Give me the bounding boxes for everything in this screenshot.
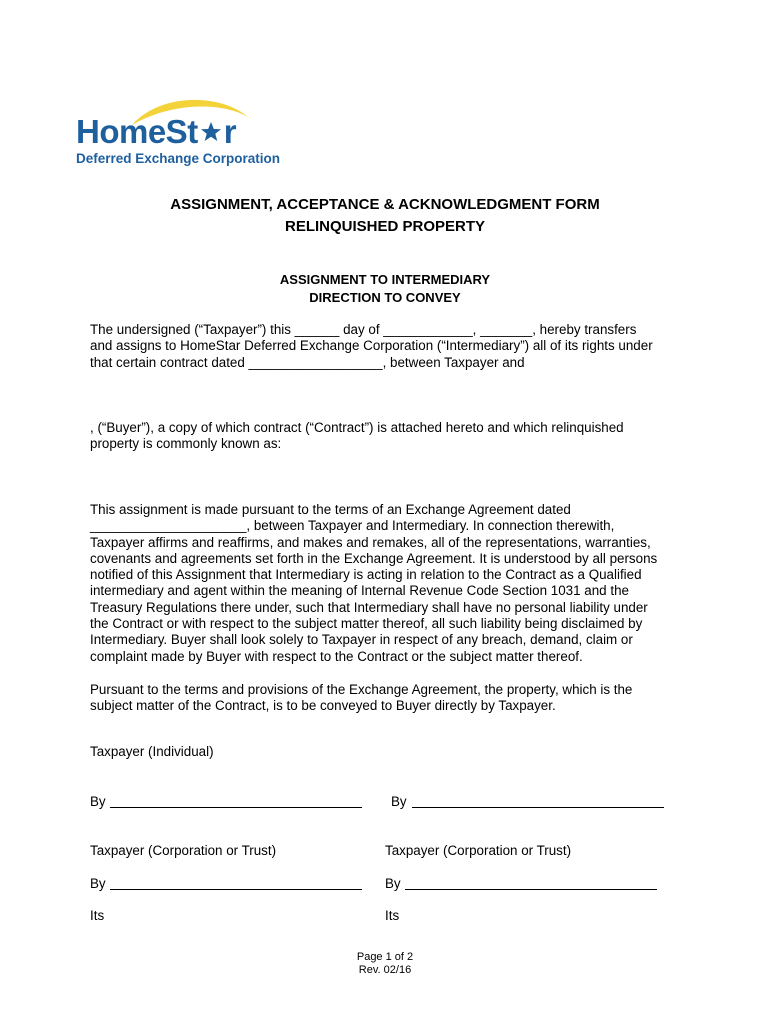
paragraph-line: that certain contract dated __________________, between Taxpayer and xyxy=(90,354,525,370)
paragraph-line: Treasury Regulations there under, such that Intermediary shall have no personal liability under xyxy=(90,599,648,615)
paragraph-line: Intermediary. Buyer shall look solely to Taxpayer in respect of any breach, demand, claim or xyxy=(90,632,633,648)
paragraph-line: notified of this Assignment that Intermediary is acting in relation to the Contract as a Qualified xyxy=(90,567,642,583)
section-title-line2: DIRECTION TO CONVEY xyxy=(309,290,461,305)
paragraph-line: property is commonly known as: xyxy=(90,436,282,452)
paragraph-line: covenants and agreements set forth in the Exchange Agreement. It is understood by all persons xyxy=(90,550,658,566)
paragraph-assignment xyxy=(90,322,690,371)
revision-date: Rev. 02/16 xyxy=(358,964,412,976)
signature-line-corp-left[interactable] xyxy=(110,889,362,890)
paragraph-line: and assigns to HomeStar Deferred Exchange Corporation (“Intermediary”) all of its rights under xyxy=(90,338,653,354)
page-number: Page 1 of 2 xyxy=(356,951,414,963)
its-label-right: Its xyxy=(385,908,400,923)
paragraph-exchange-agreement xyxy=(90,502,690,665)
logo-wordmark: HomeSt r xyxy=(76,113,237,150)
paragraph-line: complaint made by Buyer with respect to the Contract or the subject matter thereof. xyxy=(90,648,583,664)
taxpayer-individual-heading: Taxpayer (Individual) xyxy=(90,744,214,759)
by-label-left: By xyxy=(90,794,106,809)
paragraph-line: The undersigned (“Taxpayer”) this ______ day of ____________, _______, hereby transfers xyxy=(90,322,637,337)
star-icon xyxy=(199,120,223,144)
paragraph-buyer xyxy=(90,420,690,453)
signature-line-corp-right[interactable] xyxy=(405,889,657,890)
logo-subtitle: Deferred Exchange Corporation xyxy=(76,151,281,166)
paragraph-line: Taxpayer affirms and reaffirms, and makes and remakes, all of the representations, warranties, xyxy=(90,534,651,550)
its-label-left: Its xyxy=(90,908,105,923)
paragraph-line: intermediary and agent within the meaning of Internal Revenue Code Section 1031 and the xyxy=(90,583,629,599)
paragraph-line: , (“Buyer”), a copy of which contract (“Contract”) is attached hereto and which relinquished xyxy=(90,420,624,435)
paragraph-line: _____________________, between Taxpayer and Intermediary. In connection therewith, xyxy=(90,518,615,534)
by-label-corp-right: By xyxy=(385,876,401,891)
signature-line-individual-right[interactable] xyxy=(412,807,664,808)
by-label-corp-left: By xyxy=(90,876,106,891)
form-title-line1: ASSIGNMENT, ACCEPTANCE & ACKNOWLEDGMENT FORM xyxy=(170,196,600,213)
paragraph-line: Pursuant to the terms and provisions of the Exchange Agreement, the property, which is the xyxy=(90,682,633,697)
homestar-logo xyxy=(70,95,300,175)
signature-line-individual-left[interactable] xyxy=(110,807,362,808)
form-title-line2: RELINQUISHED PROPERTY xyxy=(284,218,486,235)
taxpayer-corp-heading-left: Taxpayer (Corporation or Trust) xyxy=(90,843,277,858)
section-title-line1: ASSIGNMENT TO INTERMEDIARY xyxy=(279,272,491,287)
taxpayer-corp-heading-right: Taxpayer (Corporation or Trust) xyxy=(385,843,572,858)
page-footer xyxy=(0,951,770,977)
paragraph-conveyance xyxy=(90,682,690,715)
paragraph-line: subject matter of the Contract, is to be conveyed to Buyer directly by Taxpayer. xyxy=(90,698,556,714)
paragraph-line: This assignment is made pursuant to the terms of an Exchange Agreement dated xyxy=(90,502,571,517)
paragraph-line: the Contract or with respect to the subject matter thereof, all such liability being disclaimed by xyxy=(90,616,643,632)
by-label-right: By xyxy=(391,794,407,809)
